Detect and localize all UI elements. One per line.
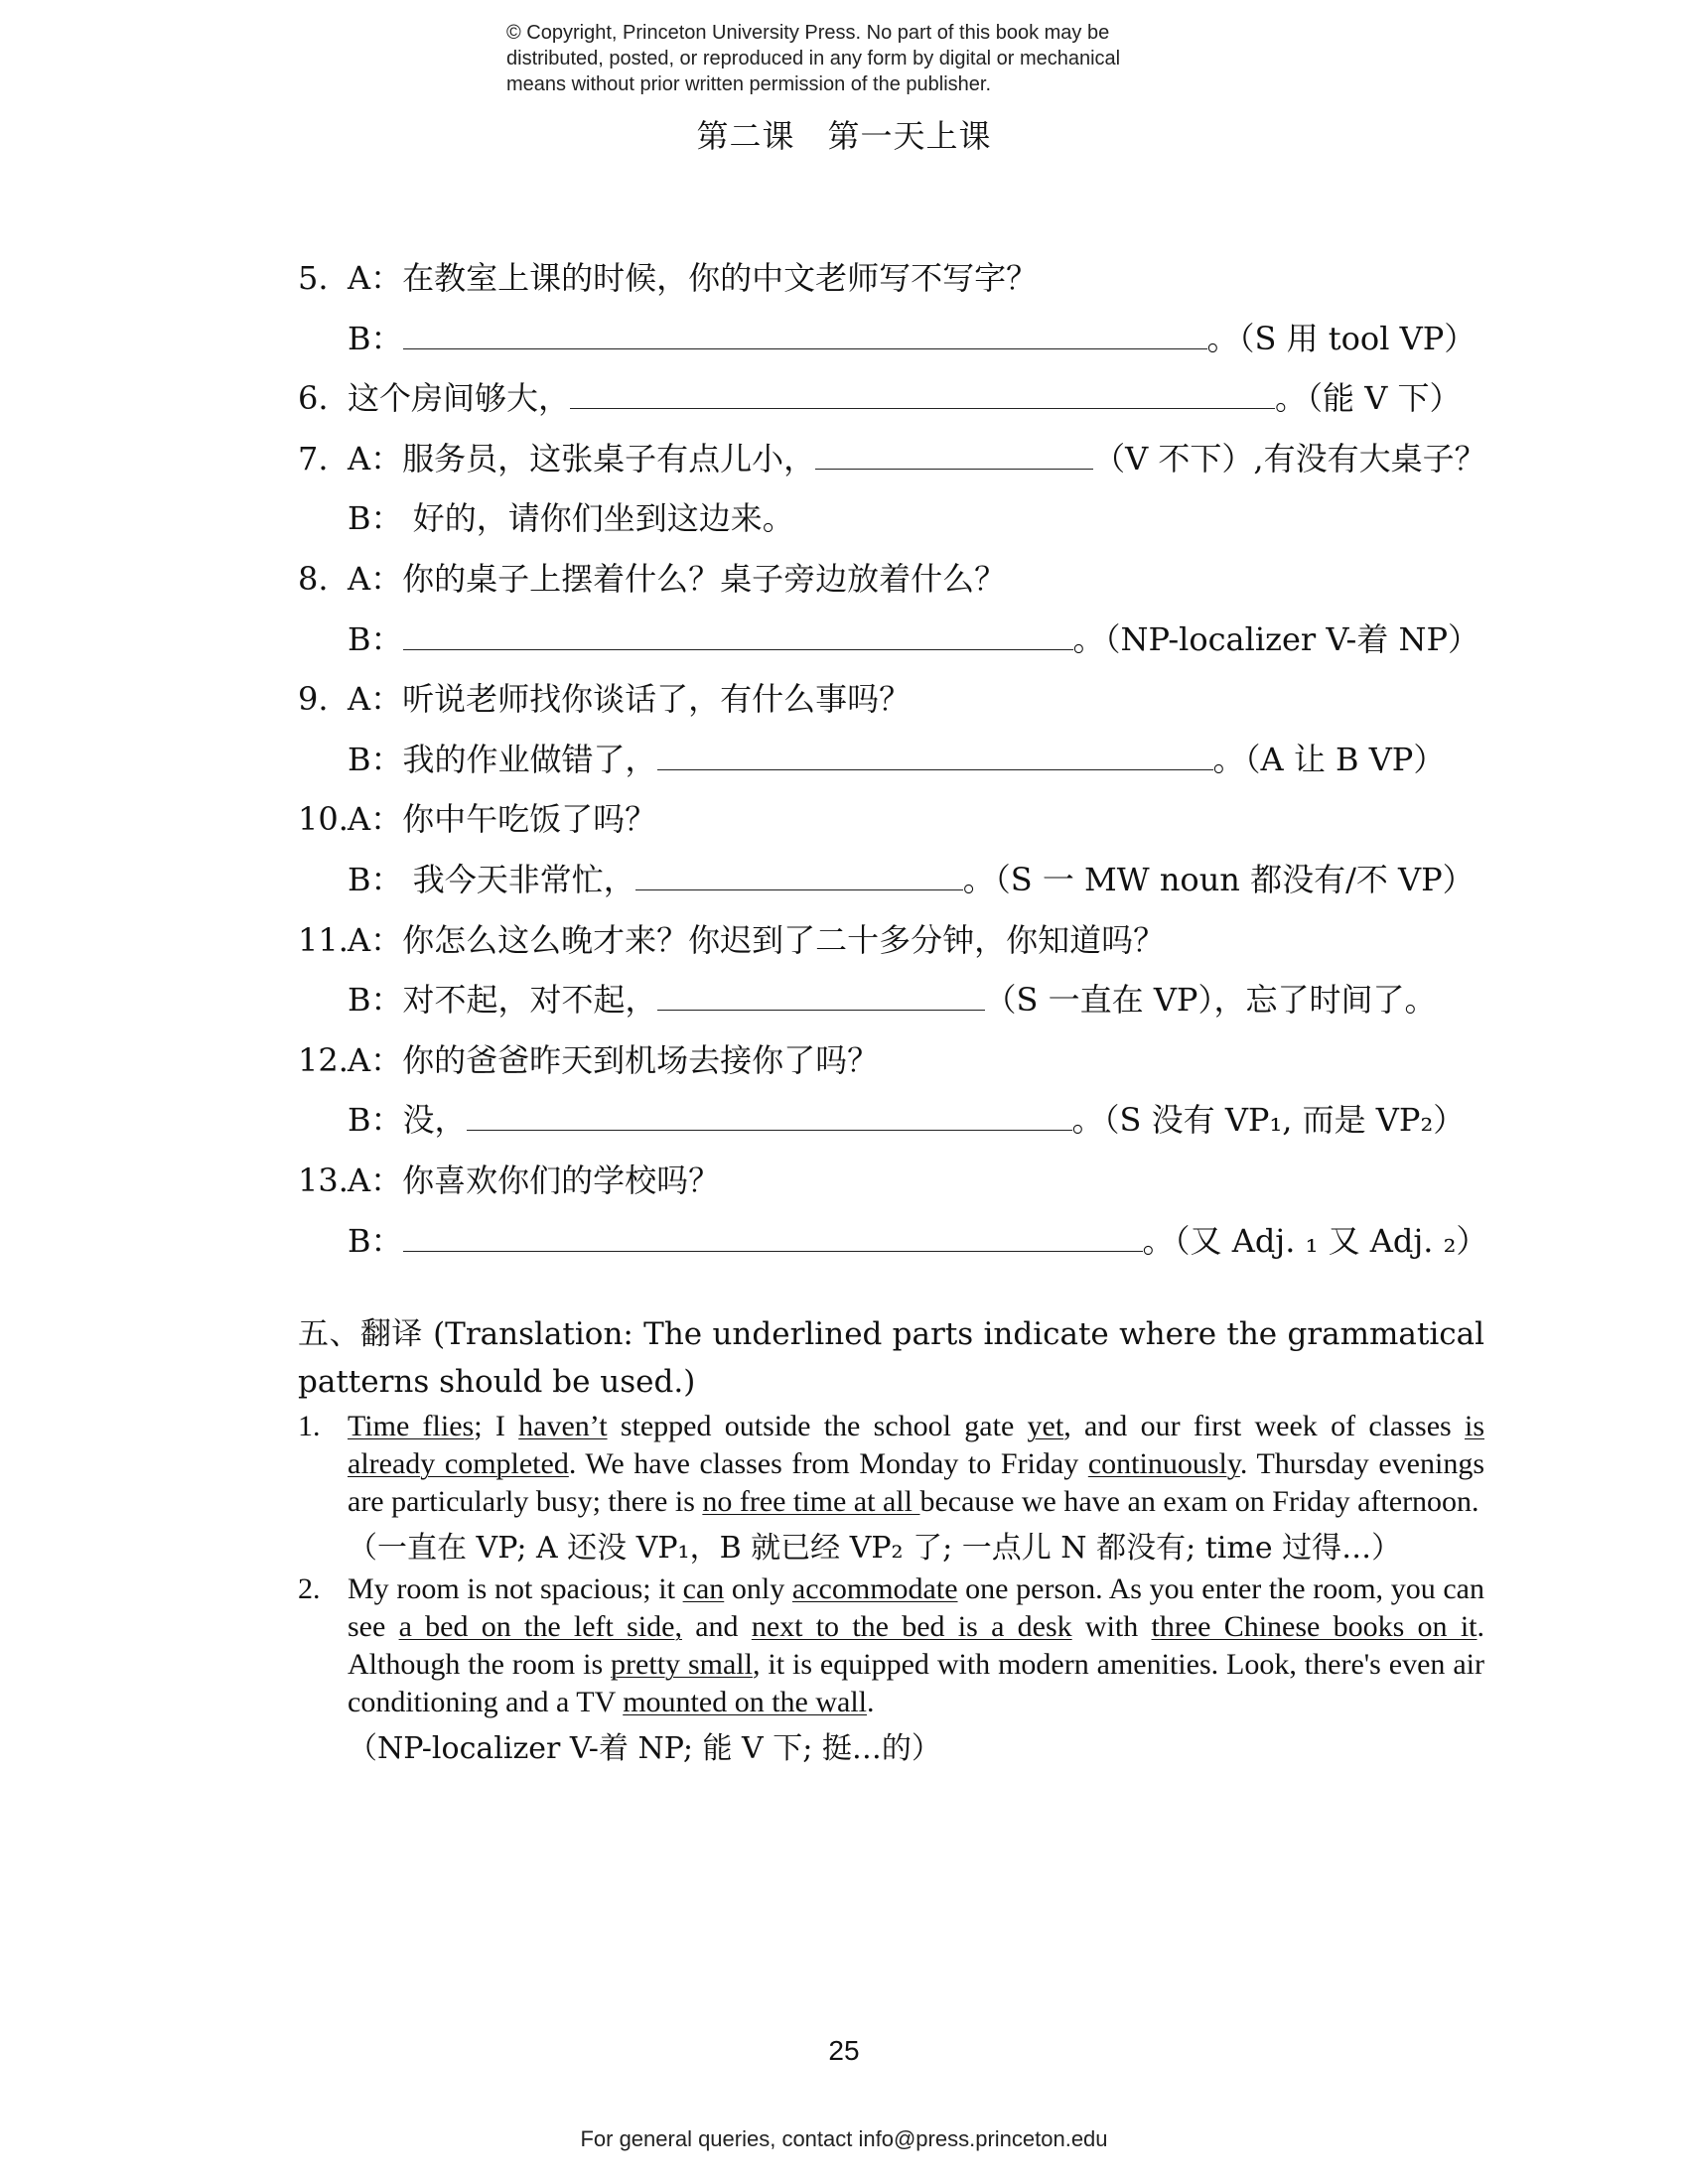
exercise-number: 7. <box>298 439 329 478</box>
text-segment: . Thursday evenings are particularly busy; there is <box>348 1447 1485 1518</box>
text-segment: . <box>867 1686 875 1718</box>
exercise-number: 6. <box>298 379 329 418</box>
answer-blank[interactable] <box>467 1098 1072 1131</box>
exercise-text: 在教室上课的时候，你的中文老师写不写字？ <box>402 259 1039 297</box>
exercise-list <box>298 256 1529 1279</box>
exercise-line <box>298 1219 1529 1280</box>
exercise-line <box>298 797 1529 858</box>
underlined-phrase: next to the bed is a desk <box>751 1610 1072 1643</box>
exercise-line <box>298 617 1529 678</box>
copyright-line: distributed, posted, or reproduced in any form by digital or mechanical <box>506 48 1121 69</box>
speaker-label: B： <box>348 499 403 538</box>
copyright-line: means without prior written permission of the publisher. <box>506 73 992 95</box>
lesson-title: 第二课 第一天上课 <box>696 117 992 155</box>
exercise-text: 对不起，对不起， <box>402 981 657 1020</box>
speaker-label: A： <box>348 439 403 478</box>
exercise-number: 11. <box>298 920 349 959</box>
exercise-text: 没， <box>402 1101 467 1140</box>
text-segment: and <box>681 1610 752 1643</box>
pattern-hint: 。（S 用 tool VP） <box>1206 319 1477 357</box>
exercise-line <box>298 496 1529 557</box>
item-number: 2. <box>298 1572 321 1605</box>
exercise-number: 10. <box>298 800 349 839</box>
footer-contact: For general queries, contact info@press.princeton.edu <box>580 2126 1108 2151</box>
underlined-phrase: is already completed <box>348 1410 1484 1480</box>
speaker-label: A： <box>348 1160 403 1199</box>
answer-blank[interactable] <box>403 317 1207 349</box>
exercise-text: 你的爸爸昨天到机场去接你了吗？ <box>402 1040 880 1079</box>
pattern-list: （NP-localizer V-着 NP; 能 V 下; 挺…的） <box>348 1731 941 1766</box>
exercise-text: 你中午吃饭了吗？ <box>402 800 657 839</box>
underlined-phrase: mounted on the wall <box>623 1686 867 1718</box>
exercise-number: 9. <box>298 680 329 719</box>
translation-text <box>348 1408 1484 1521</box>
text-segment: My room is not spacious; it <box>348 1572 683 1605</box>
section-heading: 五、翻译 (Translation: The underlined parts indicate where the grammatical patterns should be used.) <box>298 1316 1484 1400</box>
exercise-line <box>298 437 1529 497</box>
text-segment: with <box>1071 1610 1152 1643</box>
speaker-label: B： <box>348 619 403 658</box>
exercise-text: 你的桌子上摆着什么？桌子旁边放着什么？ <box>402 559 1007 598</box>
text-segment: one person. As you enter the room, you can see <box>348 1572 1484 1643</box>
pattern-list: （一直在 VP; A 还没 VP₁，B 就已经 VP₂ 了; 一点儿 N 都没有; time 过得…） <box>348 1531 1402 1566</box>
speaker-label: B： <box>348 1101 403 1140</box>
exercise-line <box>298 317 1529 377</box>
answer-blank[interactable] <box>657 978 985 1011</box>
underlined-phrase: pretty small <box>611 1648 753 1681</box>
underlined-phrase: three Chinese books on it <box>1151 1610 1477 1643</box>
text-segment: because we have an exam on Friday afternoon. <box>919 1485 1479 1518</box>
page-number: 25 <box>828 2035 860 2066</box>
speaker-label: B： <box>348 981 403 1020</box>
speaker-label: B： <box>348 319 403 357</box>
exercise-line <box>298 1098 1529 1159</box>
underlined-phrase: can <box>682 1572 725 1605</box>
item-number: 1. <box>298 1410 321 1442</box>
underlined-phrase: yet <box>1027 1410 1064 1442</box>
exercise-line <box>298 918 1529 979</box>
translation-item <box>298 1408 1484 1569</box>
answer-blank[interactable] <box>403 617 1073 650</box>
answer-blank[interactable] <box>657 738 1213 770</box>
text-segment: , it is equipped with modern amenities. Look, there's even air conditioning and a TV <box>348 1648 1484 1718</box>
exercise-text: 好的，请你们坐到这边来。 <box>402 499 794 538</box>
speaker-label: A： <box>348 1040 403 1079</box>
exercise-number: 8. <box>298 559 329 598</box>
exercise-line <box>298 738 1529 798</box>
pattern-hint: 。（能 V 下） <box>1275 379 1462 418</box>
translation-item <box>298 1570 1484 1769</box>
translation-section <box>298 1310 1484 1769</box>
pattern-hint: 。（又 Adj. ₁ 又 Adj. ₂） <box>1142 1221 1488 1260</box>
copyright-notice <box>506 20 1261 97</box>
exercise-line <box>298 256 1529 317</box>
speaker-label: A： <box>348 259 403 297</box>
answer-blank[interactable] <box>635 858 963 890</box>
exercise-number: 13. <box>298 1160 349 1199</box>
speaker-label: A： <box>348 680 403 719</box>
underlined-phrase: a bed on the left side, <box>398 1610 682 1643</box>
text-segment: ; I <box>474 1410 519 1442</box>
exercise-text: 我的作业做错了， <box>402 740 657 778</box>
exercise-line <box>298 858 1529 918</box>
underlined-phrase: no free time at all <box>702 1485 920 1518</box>
pattern-hint: （S 一直在 VP），忘了时间了。 <box>984 981 1437 1020</box>
exercise-line <box>298 1159 1529 1219</box>
text-segment: only <box>724 1572 792 1605</box>
speaker-label: B： <box>348 740 403 778</box>
speaker-label: A： <box>348 800 403 839</box>
answer-blank[interactable] <box>403 1219 1143 1252</box>
exercise-text: 服务员，这张桌子有点儿小， <box>402 439 816 478</box>
speaker-label: A： <box>348 559 403 598</box>
exercise-text: 你怎么这么晚才来？你迟到了二十多分钟，你知道吗？ <box>402 920 1166 959</box>
pattern-hint: 。（S 一 MW noun 都没有/不 VP） <box>962 860 1475 898</box>
answer-blank[interactable] <box>815 437 1093 470</box>
speaker-label: B： <box>348 1221 403 1260</box>
translation-text <box>348 1570 1484 1721</box>
exercise-text: 我今天非常忙， <box>402 860 635 898</box>
text-segment: , and our first week of classes <box>1063 1410 1465 1442</box>
copyright-line: © Copyright, Princeton University Press. No part of this book may be <box>506 22 1110 44</box>
pattern-hint: 。（NP-localizer V-着 NP） <box>1072 619 1480 658</box>
exercise-line <box>298 978 1529 1038</box>
underlined-phrase: haven’t <box>518 1410 608 1442</box>
pattern-hint: （V 不下）,有没有大桌子？ <box>1093 439 1486 478</box>
exercise-line <box>298 1038 1529 1099</box>
text-segment: . Although the room is <box>348 1610 1484 1681</box>
exercise-text: 你喜欢你们的学校吗？ <box>402 1160 721 1199</box>
exercise-number: 5. <box>298 259 329 297</box>
underlined-phrase: continuously <box>1087 1447 1240 1480</box>
exercise-line <box>298 376 1529 437</box>
exercise-number: 12. <box>298 1040 349 1079</box>
speaker-label: B： <box>348 860 403 898</box>
exercise-text: 这个房间够大， <box>348 379 571 418</box>
speaker-label: A： <box>348 920 403 959</box>
text-segment: stepped outside the school gate <box>607 1410 1028 1442</box>
pattern-hint: 。（A 让 B VP） <box>1212 740 1446 778</box>
answer-blank[interactable] <box>570 376 1275 409</box>
exercise-line <box>298 677 1529 738</box>
exercise-text: 听说老师找你谈话了，有什么事吗？ <box>402 680 912 719</box>
underlined-phrase: accommodate <box>791 1572 958 1605</box>
pattern-hint: 。（S 没有 VP₁, 而是 VP₂） <box>1071 1101 1466 1140</box>
text-segment: . We have classes from Monday to Friday <box>568 1447 1088 1480</box>
underlined-phrase: Time flies <box>348 1410 475 1442</box>
exercise-line <box>298 557 1529 617</box>
